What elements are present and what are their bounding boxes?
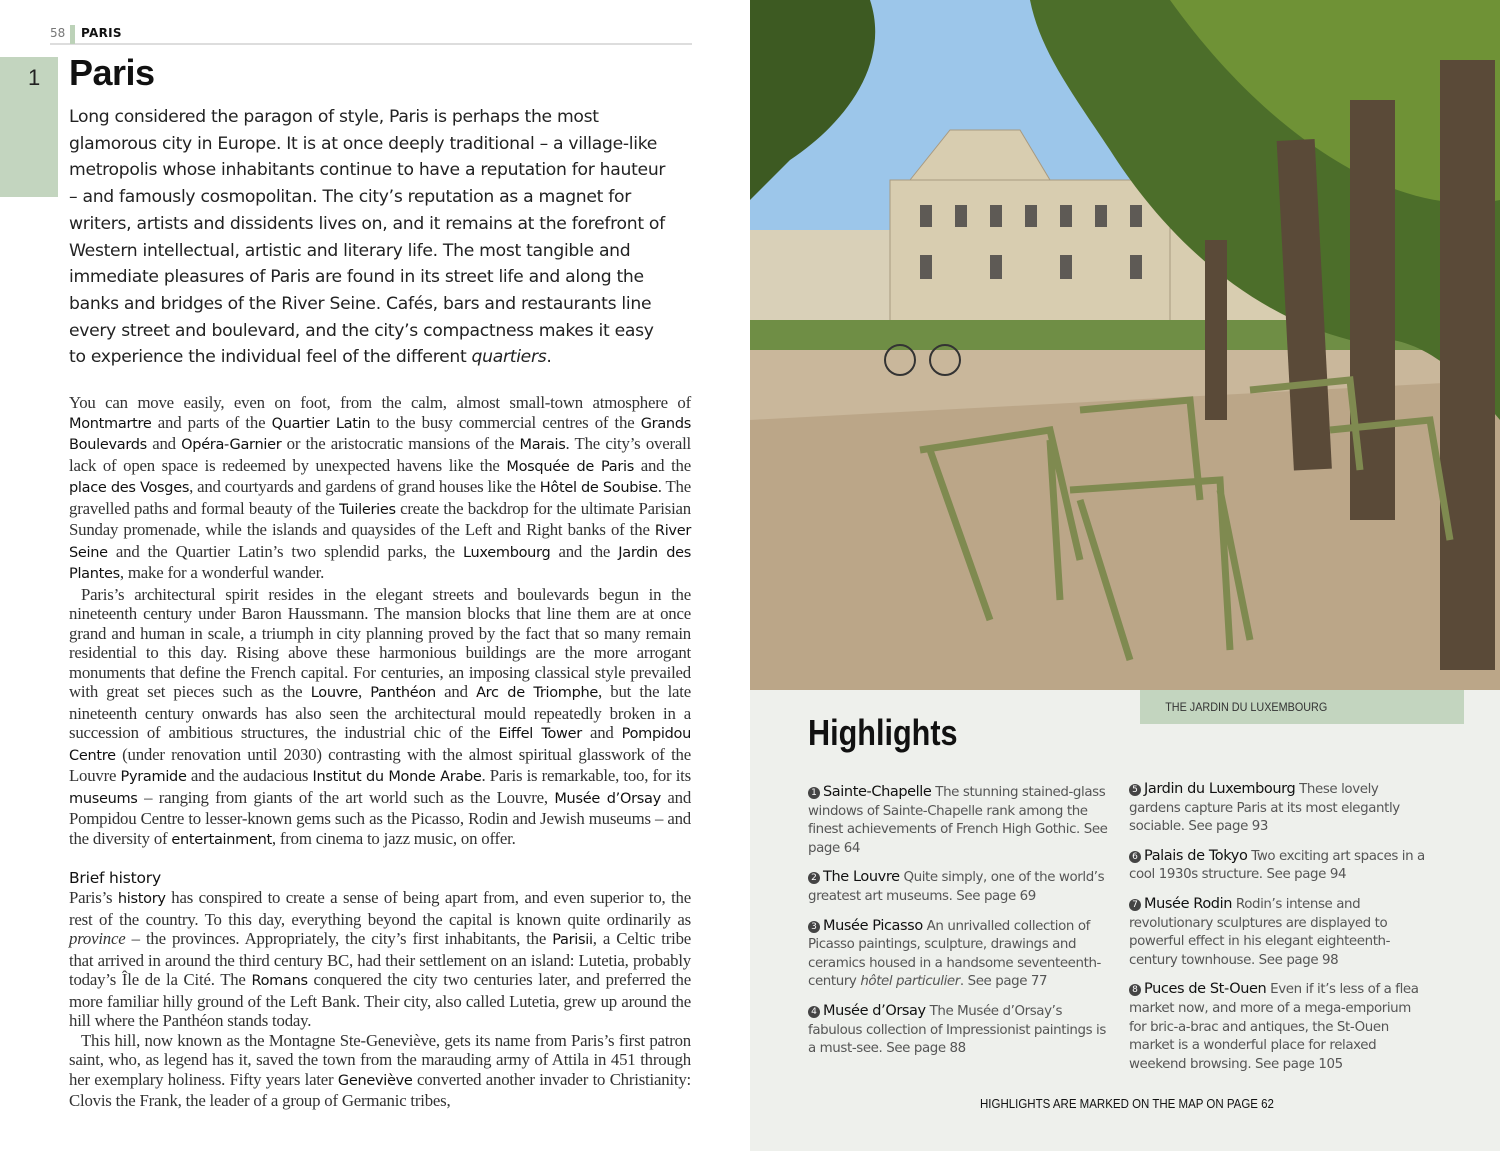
highlight-item: [1129, 895, 1429, 970]
text-run: This hill, now known as the Montagne Ste-Geneviève, gets its name from Paris’s first patron saint, who, as legend has it, saved the town from the marauding army of Attila in 451 through her exemplary holiness. Fifty years later: [69, 1030, 691, 1089]
text-run: , make for a wonderful wander.: [119, 563, 325, 582]
highlight-item: [808, 783, 1108, 858]
intro-italic: quartiers: [471, 347, 547, 368]
highlight-item: [808, 868, 1108, 906]
highlight-item: [808, 1002, 1108, 1059]
highlight-name: Sainte-Chapelle: [823, 784, 932, 800]
text-run: and: [581, 723, 622, 742]
text-run: and Pompidou Centre to lesser-known gems such as the Picasso, Rodin and Jewish museums – and the diversity of: [69, 787, 692, 848]
intro-paragraph: [69, 104, 669, 371]
text-run: , a Celtic tribe that arrived in around the third century BC, had their settlement on an island: Lutetia, probably today’s Île de la Cité. The: [69, 929, 692, 989]
place-name: Arc de Triomphe: [476, 685, 599, 701]
highlight-description: hôtel particulier: [860, 974, 960, 990]
text-run: , and courtyards and gardens of grand houses like the: [189, 477, 540, 496]
text-run: . The city’s overall lack of open space is redeemed by unexpected havens like the: [69, 434, 692, 475]
text-run: create the backdrop for the ultimate Parisian Sunday promenade, while the islands and quaysides of the Left and Right banks of the: [69, 498, 691, 539]
text-run: and the: [550, 541, 619, 561]
text-run: (under renovation until 2030) contrasting with the almost spiritual glasswork of the Louvre: [69, 744, 691, 785]
place-name: River Seine: [69, 523, 691, 561]
text-run: – the provinces. Appropriately, the city’s first inhabitants, the: [125, 929, 553, 948]
text-run: You can move easily, even on foot, from the calm, almost small-town atmosphere of: [69, 393, 691, 412]
text-run: conquered the city two centuries later, and preferred the more familiar hilly ground of the Left Bank. Their city, also called Lutetia, grew up around the hill where the Panthéon stands today.: [69, 970, 691, 1030]
page-number: 58: [50, 26, 66, 40]
page-title: Paris: [69, 52, 155, 93]
text-run: . The gravelled paths and formal beauty of the: [69, 477, 691, 518]
text-run: to the busy commercial centres of the: [370, 412, 641, 432]
text-run: – ranging from giants of the art world such as the Louvre,: [137, 787, 555, 807]
text-run: , from cinema to jazz music, on offer.: [271, 828, 516, 848]
text-run: and the Quartier Latin’s two splendid parks, the: [107, 541, 463, 561]
intro-text: Long considered the paragon of style, Paris is perhaps the most glamorous city in Europe. It is at once deeply traditional – a village-like metropolis whose inhabitants continue to have a reputation for hauteur – and famously cosmopolitan. The city’s reputation as a magnet for writers, artists and dissidents lives on, and it remains at the forefront of Western intellectual, artistic and literary life. The most tangible and immediate pleasures of Paris are found in its street life and along the banks and bridges of the River Seine. Cafés, bars and restaurants line every street and boulevard, and the city’s compactness makes it easy to experience the individual feel of the different: [69, 107, 666, 368]
highlight-name: Puces de St-Ouen: [1144, 981, 1267, 998]
text-run: Paris’s: [69, 888, 118, 907]
place-name: place des Vosges: [69, 480, 190, 496]
highlights-column-right: [1129, 780, 1429, 1084]
place-name: Tuileries: [339, 501, 396, 518]
highlight-name: Palais de Tokyo: [1144, 847, 1248, 864]
place-name: history: [117, 891, 166, 907]
text-run: . Paris is remarkable, too, for its: [481, 766, 691, 785]
highlight-name: Musée d’Orsay: [823, 1002, 926, 1019]
text-run: , but the late nineteenth century onwards has also seen the architectural mould repeatedly broken in a succession of ambitious structures, the industrial chic of the: [69, 682, 692, 742]
highlight-item: [1129, 847, 1429, 885]
place-name: Musée d’Orsay: [554, 790, 661, 807]
highlights-title: Highlights: [808, 712, 958, 753]
place-name: entertainment: [171, 831, 272, 848]
highlight-number-badge: 7: [1129, 899, 1141, 911]
photo-caption: THE JARDIN DU LUXEMBOURG: [1140, 690, 1464, 724]
place-name: Geneviève: [337, 1072, 413, 1089]
text-run: has conspired to create a sense of being apart from, and even superior to, the rest of the country. To this day, everything beyond the capital is known quite ordinarily as: [69, 888, 691, 929]
section-name: PARIS: [81, 26, 122, 40]
text-run: and: [435, 682, 477, 701]
text-run: and: [146, 434, 182, 453]
highlight-number-badge: 6: [1129, 851, 1141, 863]
highlights-map-note: HIGHLIGHTS ARE MARKED ON THE MAP ON PAGE 62: [980, 1097, 1274, 1111]
place-name: Luxembourg: [463, 544, 551, 561]
highlight-name: Musée Rodin: [1144, 895, 1233, 912]
text-run: and parts of the: [151, 412, 272, 432]
highlight-item: [808, 917, 1108, 992]
highlight-number-badge: 2: [808, 872, 820, 884]
place-name: Marais: [519, 437, 566, 453]
place-name: Eiffel Tower: [498, 726, 582, 742]
chapter-tab: [0, 57, 58, 197]
place-name: Jardin des Plantes: [69, 544, 691, 582]
body-paragraph: [69, 1031, 691, 1111]
place-name: Institut du Monde Arabe: [312, 769, 482, 785]
chapter-number: 1: [28, 65, 41, 90]
photo-jardin-du-luxembourg: [750, 0, 1500, 690]
place-name: Pyramide: [120, 769, 187, 785]
running-header: [50, 25, 692, 45]
header-accent-bar: [70, 25, 75, 44]
place-name: Parisii: [552, 932, 593, 948]
highlight-description: . See page 77: [959, 974, 1048, 990]
highlight-description: The stunning stained-glass windows of Sainte-Chapelle rank among the finest achievements of French High Gothic. See page 64: [808, 785, 1108, 856]
highlight-number-badge: 5: [1129, 784, 1141, 796]
highlight-name: Musée Picasso: [823, 917, 923, 934]
intro-end: .: [546, 347, 552, 368]
text-run: converted another invader to Christianity: Clovis the Frank, the leader of a group of Germanic tribes,: [69, 1069, 691, 1110]
highlights-column-left: [808, 783, 1108, 1069]
text-run: Paris’s architectural spirit resides in the elegant streets and boulevards begun in the nineteenth century under Baron Haussmann. The mansion blocks that line them are at once grand and human in scale, a triumph in city planning proved by the fact that so many remain residential to this day. Rising above these harmonious buildings are the more arrogant monuments that define the French capital. For centuries, an imposing classical style prevailed with great set pieces such as the: [69, 584, 691, 701]
right-page: [750, 0, 1500, 1151]
highlight-number-badge: 1: [808, 787, 820, 799]
highlight-number-badge: 8: [1129, 984, 1141, 996]
place-name: Grands Boulevards: [69, 415, 691, 453]
highlight-number-badge: 3: [808, 921, 820, 933]
highlight-description: These lovely gardens capture Paris at its most elegantly sociable. See page 93: [1129, 782, 1400, 835]
highlight-item: [1129, 780, 1429, 837]
highlight-description: Two exciting art spaces in a cool 1930s structure. See page 94: [1129, 848, 1425, 883]
place-name: Pompidou Centre: [69, 726, 691, 764]
highlight-description: Even if it’s less of a flea market now, and more of a mega-emporium for bric-a-brac and antiques, the St-Ouen market is a wonderful place for relaxed weekend browsing. See page 105: [1129, 982, 1419, 1072]
body-paragraph: [69, 393, 691, 585]
text-run: or the aristocratic mansions of the: [281, 434, 520, 453]
highlight-name: Jardin du Luxembourg: [1144, 781, 1296, 797]
body-paragraph: [69, 888, 691, 1031]
text-run: and the: [634, 455, 691, 475]
place-name: Louvre: [310, 685, 358, 701]
highlight-description: Quite simply, one of the world’s greatest art museums. See page 69: [808, 870, 1105, 904]
text-run: and the audacious: [186, 766, 313, 785]
place-name: Romans: [251, 973, 308, 989]
place-name: Hôtel de Soubise: [539, 480, 658, 496]
highlight-description: An unrivalled collection of Picasso paintings, sculpture, drawings and ceramics housed in a handsome seventeenth-century: [808, 918, 1101, 990]
place-name: Opéra-Garnier: [181, 437, 282, 453]
place-name: museums: [69, 790, 138, 807]
subheading: Brief history: [69, 869, 161, 887]
text-run: province: [69, 929, 126, 948]
highlight-number-badge: 4: [808, 1006, 820, 1018]
text-run: ,: [357, 682, 371, 701]
body-text: [69, 393, 691, 1111]
place-name: Montmartre: [69, 415, 152, 432]
place-name: Quartier Latin: [271, 415, 371, 432]
highlight-item: [1129, 980, 1429, 1074]
highlight-description: The Musée d’Orsay’s fabulous collection of Impressionist paintings is a must-see. See page 88: [808, 1003, 1106, 1057]
place-name: Mosquée de Paris: [506, 458, 635, 475]
highlight-description: Rodin’s intense and revolutionary sculptures are displayed to powerful effect in his elegant eighteenth-century townhouse. See page 98: [1129, 896, 1391, 968]
body-paragraph: [69, 585, 691, 851]
place-name: Panthéon: [370, 685, 436, 701]
highlight-name: The Louvre: [823, 869, 900, 886]
